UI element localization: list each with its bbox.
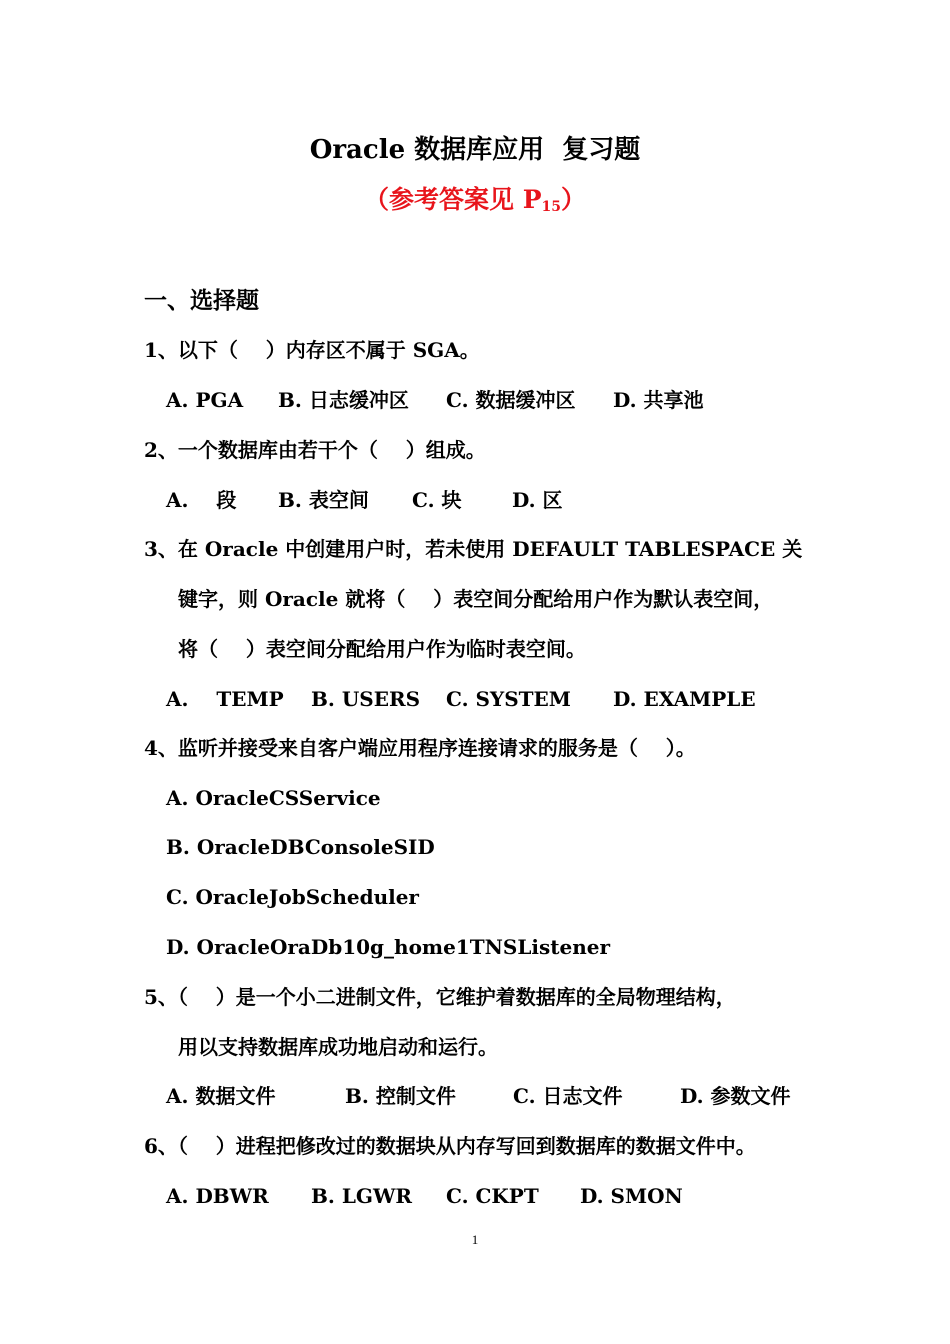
question-1-option-b: B. 日志缓冲区	[278, 388, 409, 412]
question-4-option-c: C. OracleJobScheduler	[166, 885, 419, 909]
question-3-option-d: D. EXAMPLE	[613, 687, 756, 711]
question-1-option-d: D. 共享池	[613, 388, 704, 412]
question-6-option-d: D. SMON	[580, 1184, 683, 1208]
page-number: 1	[471, 1232, 479, 1247]
question-2-option-d: D. 区	[512, 488, 563, 512]
question-3-option-c: C. SYSTEM	[446, 687, 571, 711]
section-heading: 一、选择题	[144, 287, 259, 314]
answer-reference-close: ）	[560, 185, 586, 214]
question-4-option-a: A. OracleCSService	[166, 786, 381, 810]
question-4-option-b: B. OracleDBConsoleSID	[166, 835, 435, 859]
question-2-option-b: B. 表空间	[278, 488, 369, 512]
question-3-text-line-3: 将（ ）表空间分配给用户作为临时表空间。	[178, 637, 586, 661]
answer-reference-note	[0, 182, 950, 225]
question-4-option-d: D. OracleOraDb10g_home1TNSListener	[166, 935, 611, 959]
question-6-option-a: A. DBWR	[166, 1184, 269, 1208]
question-5-option-b: B. 控制文件	[345, 1084, 456, 1108]
question-5-option-d: D. 参数文件	[680, 1084, 791, 1108]
question-2-option-c: C. 块	[412, 488, 462, 512]
question-1-option-a: A. PGA	[166, 388, 244, 412]
question-1-option-c: C. 数据缓冲区	[446, 388, 576, 412]
question-4-text: 4、监听并接受来自客户端应用程序连接请求的服务是（ ）。	[144, 736, 696, 760]
question-5-option-c: C. 日志文件	[513, 1084, 623, 1108]
answer-reference-page: 15	[541, 199, 561, 215]
question-6-text: 6、（ ）进程把修改过的数据块从内存写回到数据库的数据文件中。	[144, 1134, 756, 1158]
question-2-text: 2、一个数据库由若干个（ ）组成。	[144, 438, 486, 462]
answer-reference-text: （参考答案见 P	[363, 185, 542, 214]
question-3-text-line-2: 键字，则 Oracle 就将（ ）表空间分配给用户作为默认表空间，	[178, 587, 774, 611]
question-6-option-c: C. CKPT	[446, 1184, 539, 1208]
question-5-option-a: A. 数据文件	[166, 1084, 276, 1108]
question-1-text: 1、以下（ ）内存区不属于 SGA。	[144, 338, 480, 362]
question-3-option-a: A. TEMP	[166, 687, 284, 711]
question-3-option-b: B. USERS	[311, 687, 421, 711]
question-3-text-line-1: 3、在 Oracle 中创建用户时，若未使用 DEFAULT TABLESPACE 关	[144, 537, 803, 561]
question-2-option-a: A. 段	[166, 488, 237, 512]
question-6-option-b: B. LGWR	[311, 1184, 413, 1208]
document-title: Oracle 数据库应用 复习题	[309, 135, 641, 165]
question-5-text-line-1: 5、（ ）是一个小二进制文件，它维护着数据库的全局物理结构，	[144, 985, 736, 1009]
question-5-text-line-2: 用以支持数据库成功地启动和运行。	[178, 1035, 498, 1059]
